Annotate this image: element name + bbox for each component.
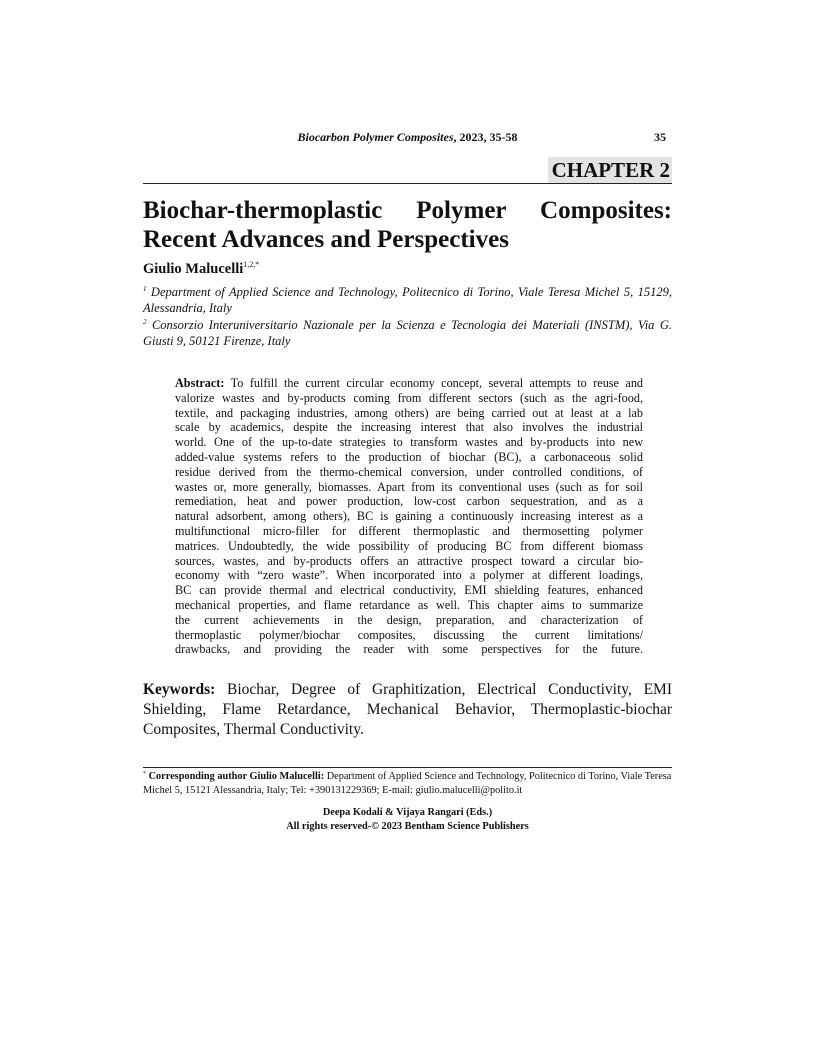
abstract-line: matrices. Undoubtedly, the wide possibility of producing BC from different biomass (175, 538, 643, 553)
chapter-rule (143, 183, 672, 184)
editors: Deepa Kodali & Vijaya Rangari (Eds.) (322, 807, 493, 819)
author-marks: 1,2,* (243, 260, 260, 269)
title-line-2: Recent Advances and Perspectives (143, 226, 509, 253)
abstract-line: wastes or, more generally, biomasses. Apart from its conventional uses (such as for soil (175, 479, 643, 494)
book-title: Biocarbon Polymer Composites (297, 130, 454, 144)
copyright: All rights reserved-© 2023 Bentham Science Publishers (286, 821, 529, 833)
affiliation-text: Consorzio Interuniversitario Nazionale per la Scienza e Tecnologia dei Materiali (INSTM), Via G. Giusti 9, 50121 Firenze, Italy (143, 318, 673, 348)
abstract-line: multifunctional micro-filler for different thermoplastic and thermosetting polymer (175, 523, 643, 538)
abstract-label: Abstract: (175, 376, 225, 390)
affiliation-2 (143, 317, 672, 349)
publisher-block (143, 806, 672, 834)
abstract-text: To fulfill the current circular economy concept, several attempts to reuse and (230, 376, 644, 390)
footnote-rule (143, 767, 672, 768)
abstract-line: drawbacks, and providing the reader with some perspectives for the future. (175, 642, 643, 657)
running-head (143, 130, 672, 144)
abstract-line: valorize wastes and by-products coming from different sectors (such as the agri-food, (175, 390, 643, 405)
abstract-line (175, 376, 643, 391)
footnote-text: Department of Applied Science and Technology, Politecnico di Torino, Viale Teresa Michel 5, 15121 Alessandria, Italy; Tel: +390131229369; E-mail: giulio.malucelli@polito.it (143, 771, 672, 797)
abstract-line: mechanical properties, and flame retardance as well. This chapter aims to summarize (175, 597, 643, 612)
author-name: Giulio Malucelli (143, 261, 244, 277)
keywords-line: Shielding, Flame Retardance, Mechanical Behavior, Thermoplastic-biochar (143, 701, 672, 719)
abstract-line: scale by academics, despite the increasing interest that also involves the industrial (175, 420, 643, 435)
keywords-label: Keywords: (143, 681, 216, 699)
affiliation-mark: 2 (143, 318, 147, 326)
author (143, 260, 672, 278)
affiliation-mark: 1 (143, 285, 147, 293)
abstract-line: residue derived from the thermo-chemical conversion, under controlled conditions, of (175, 464, 643, 479)
footnote-label: Corresponding author Giulio Malucelli: (148, 771, 325, 783)
chapter-label: CHAPTER 2 (548, 157, 672, 183)
affiliation-1 (143, 284, 672, 316)
page-column (143, 130, 672, 834)
keywords-line (143, 680, 672, 700)
abstract-line: the current achievements in the design, preparation, and characterization of (175, 612, 643, 627)
abstract-body (175, 391, 643, 657)
chapter-row (143, 157, 672, 183)
running-head-title (298, 130, 518, 144)
footnote-mark: * (143, 771, 146, 778)
keywords-text: Biochar, Degree of Graphitization, Electrical Conductivity, EMI (227, 681, 672, 699)
abstract-line: textile, and packaging industries, among others) are being carried out at least at a lab (175, 405, 643, 420)
abstract-line: remediation, heat and power production, low-cost carbon sequestration, and as a (175, 494, 643, 509)
keywords-line: Composites, Thermal Conductivity. (143, 721, 364, 739)
footnote (143, 770, 672, 798)
abstract-line: sources, wastes, and by-products offers an attractive prospect toward a circular bio- (175, 553, 643, 568)
page-number: 35 (654, 130, 666, 144)
abstract-line: economy with “zero waste”. When incorporated into a polymer at different loadings, (175, 568, 643, 583)
abstract-line: natural adsorbent, among others), BC is gaining a continuously increasing interest as a (175, 509, 643, 524)
book-details: , 2023, 35-58 (453, 130, 518, 144)
keywords (143, 680, 672, 740)
title-line-1: Biochar-thermoplastic Polymer Composites: (143, 197, 672, 224)
abstract-line: thermoplastic polymer/biochar composites, discussing the current limitations/ (175, 627, 643, 642)
abstract-line: world. One of the up-to-date strategies to transform wastes and by-products into new (175, 435, 643, 450)
abstract-line: BC can provide thermal and electrical conductivity, EMI shielding features, enhanced (175, 583, 643, 598)
abstract-line: added-value systems refers to the production of biochar (BC), a carbonaceous solid (175, 449, 643, 464)
chapter-title (143, 196, 672, 254)
abstract (175, 376, 643, 657)
affiliation-text: Department of Applied Science and Technology, Politecnico di Torino, Viale Teresa Michel 5, 15129, Alessandria, Italy (143, 285, 672, 315)
